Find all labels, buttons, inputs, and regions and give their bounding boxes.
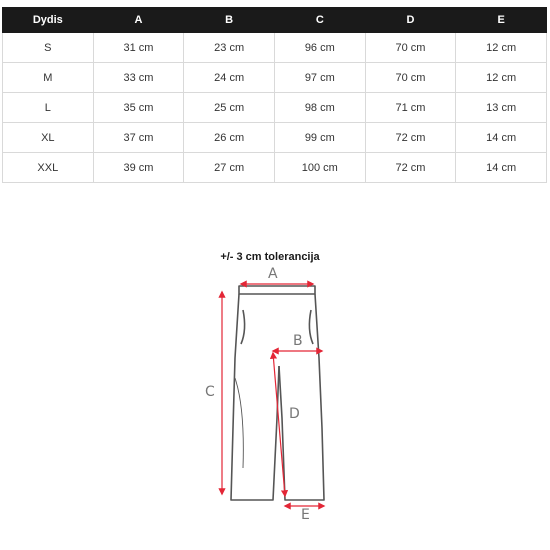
table-cell: 71 cm [365, 93, 456, 123]
table-cell: 25 cm [184, 93, 275, 123]
table-row [3, 33, 547, 63]
table-cell: 13 cm [456, 93, 547, 123]
table-cell: 23 cm [184, 33, 275, 63]
table-header-row [3, 8, 547, 33]
table-cell: 72 cm [365, 123, 456, 153]
table-cell: 12 cm [456, 33, 547, 63]
header-e: E [456, 8, 547, 33]
table-row [3, 153, 547, 183]
header-c: C [274, 8, 365, 33]
table-row [3, 93, 547, 123]
table-cell: 96 cm [274, 33, 365, 63]
table-cell: 39 cm [93, 153, 184, 183]
tolerance-title: +/- 3 cm tolerancija [220, 251, 320, 263]
table-cell: XXL [3, 153, 94, 183]
header-a: A [93, 8, 184, 33]
header-size: Dydis [3, 8, 94, 33]
header-b: B [184, 8, 275, 33]
table-cell: 12 cm [456, 63, 547, 93]
table-cell: 33 cm [93, 63, 184, 93]
table-cell: XL [3, 123, 94, 153]
label-b: B [293, 333, 303, 349]
label-e: E [301, 507, 310, 523]
table-cell: 99 cm [274, 123, 365, 153]
table-row [3, 123, 547, 153]
table-cell: 100 cm [274, 153, 365, 183]
size-table [2, 7, 547, 183]
table-cell: S [3, 33, 94, 63]
label-d: D [289, 406, 300, 422]
header-d: D [365, 8, 456, 33]
table-cell: 72 cm [365, 153, 456, 183]
label-a: A [268, 266, 278, 282]
table-cell: 70 cm [365, 33, 456, 63]
label-c: C [205, 384, 215, 400]
table-cell: M [3, 63, 94, 93]
table-cell: 14 cm [456, 153, 547, 183]
table-cell: 35 cm [93, 93, 184, 123]
table-cell: 37 cm [93, 123, 184, 153]
table-cell: 27 cm [184, 153, 275, 183]
table-cell: L [3, 93, 94, 123]
table-row [3, 63, 547, 93]
table-cell: 31 cm [93, 33, 184, 63]
table-cell: 24 cm [184, 63, 275, 93]
table-cell: 14 cm [456, 123, 547, 153]
table-cell: 98 cm [274, 93, 365, 123]
table-cell: 70 cm [365, 63, 456, 93]
table-cell: 97 cm [274, 63, 365, 93]
pants-outline [231, 286, 324, 500]
table-cell: 26 cm [184, 123, 275, 153]
